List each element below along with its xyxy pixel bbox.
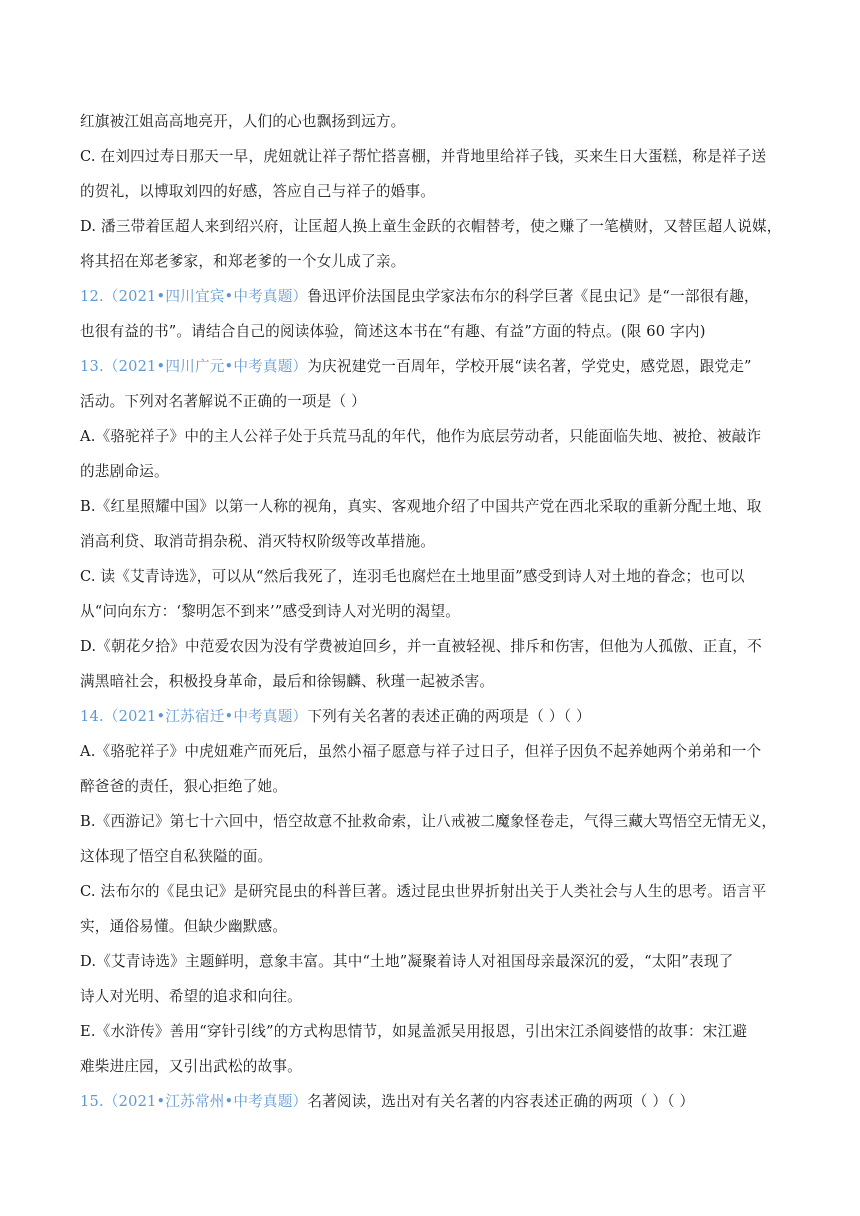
text-line: 实，通俗易懂。但缺少幽默感。: [80, 918, 288, 935]
text-line: C. 读《艾青诗选》，可以从“然后我死了，连羽毛也腐烂在土地里面”感受到诗人对土地的眷念；也可以: [80, 568, 745, 585]
text-line: 的悲剧命运。: [80, 463, 169, 480]
text-line: 难柴进庄园，又引出武松的故事。: [80, 1058, 302, 1075]
text-line: B.《西游记》第七十六回中，悟空故意不扯救命索，让八戒被二魔象怪卷走，气得三藏大骂悟空无情无义，: [80, 813, 777, 830]
text-line: A.《骆驼祥子》中的主人公祥子处于兵荒马乱的年代，他作为底层劳动者，只能面临失地、被抢、被敲诈: [80, 428, 762, 445]
text-line: A.《骆驼祥子》中虎妞难产而死后，虽然小福子愿意与祥子过日子，但祥子因负不起养她两个弟弟和一个: [80, 743, 762, 760]
text-line: 活动。下列对名著解说不正确的一项是（ ）: [80, 393, 366, 410]
question-text: 鲁迅评价法国昆虫学家法布尔的科学巨著《昆虫记》是“一部很有趣，: [307, 288, 759, 305]
text-line: B.《红星照耀中国》以第一人称的视角，真实、客观地介绍了中国共产党在西北采取的重新分配土地、取: [80, 498, 762, 515]
text-line: 的贺礼，以博取刘四的好感，答应自己与祥子的婚事。: [80, 183, 436, 200]
question-text: 下列有关名著的表述正确的两项是（ ）（ ）: [307, 708, 591, 725]
text-line: C. 在刘四过寿日那天一早，虎妞就让祥子帮忙搭喜棚，并背地里给祥子钱，买来生日大蛋糕，称是祥子送: [80, 148, 767, 165]
text-line: E.《水浒传》善用“穿针引线”的方式构思情节，如晁盖派吴用报恩，引出宋江杀阎婆惜的故事：宋江避: [80, 1023, 748, 1040]
question-15-line: [80, 1092, 780, 1112]
question-text: 为庆祝建党一百周年，学校开展“读名著，学党史，感党恩，跟党走”: [307, 358, 752, 375]
text-line: C. 法布尔的《昆虫记》是研究昆虫的科普巨著。透过昆虫世界折射出关于人类社会与人生的思考。语言平: [80, 883, 767, 900]
question-source: 12.（2021•四川宜宾•中考真题）: [80, 288, 308, 305]
question-text: 名著阅读，选出对有关名著的内容表述正确的两项（ ）（ ）: [307, 1093, 695, 1110]
question-14-line: [80, 707, 780, 727]
text-line: 醉爸爸的责任，狠心拒绝了她。: [80, 778, 288, 795]
question-source: 15.（2021•江苏常州•中考真题）: [80, 1093, 308, 1110]
text-line: 这体现了悟空自私狭隘的面。: [80, 848, 273, 865]
question-12-line: [80, 287, 780, 307]
text-line: 从“问向东方：‘黎明怎不到来’”感受到诗人对光明的渴望。: [80, 603, 461, 620]
text-line: 消高利贷、取消苛捐杂税、消灭特权阶级等改革措施。: [80, 533, 436, 550]
text-line: D. 潘三带着匡超人来到绍兴府，让匡超人换上童生金跃的衣帽替考，使之赚了一笔横财，又替匡超人说媒，: [80, 218, 782, 235]
text-line: D.《朝花夕拾》中范爱农因为没有学费被迫回乡，并一直被轻视、排斥和伤害，但他为人孤傲、正直，不: [80, 638, 762, 655]
question-source: 14.（2021•江苏宿迁•中考真题）: [80, 708, 308, 725]
text-line: 也很有益的书”。请结合自己的阅读体验，简述这本书在“有趣、有益”方面的特点。(限 60 字内): [80, 323, 706, 340]
text-line: D.《艾青诗选》主题鲜明，意象丰富。其中“土地”凝聚着诗人对祖国母亲最深沉的爱，“太阳”表现了: [80, 953, 734, 970]
question-13-line: [80, 357, 780, 377]
text-line: 红旗被江姐高高地亮开，人们的心也飘扬到远方。: [80, 113, 406, 130]
text-line: 满黑暗社会，积极投身革命，最后和徐锡麟、秋瑾一起被杀害。: [80, 673, 495, 690]
text-line: 诗人对光明、希望的追求和向往。: [80, 988, 302, 1005]
question-source: 13.（2021•四川广元•中考真题）: [80, 358, 308, 375]
text-line: 将其招在郑老爹家，和郑老爹的一个女儿成了亲。: [80, 253, 406, 270]
